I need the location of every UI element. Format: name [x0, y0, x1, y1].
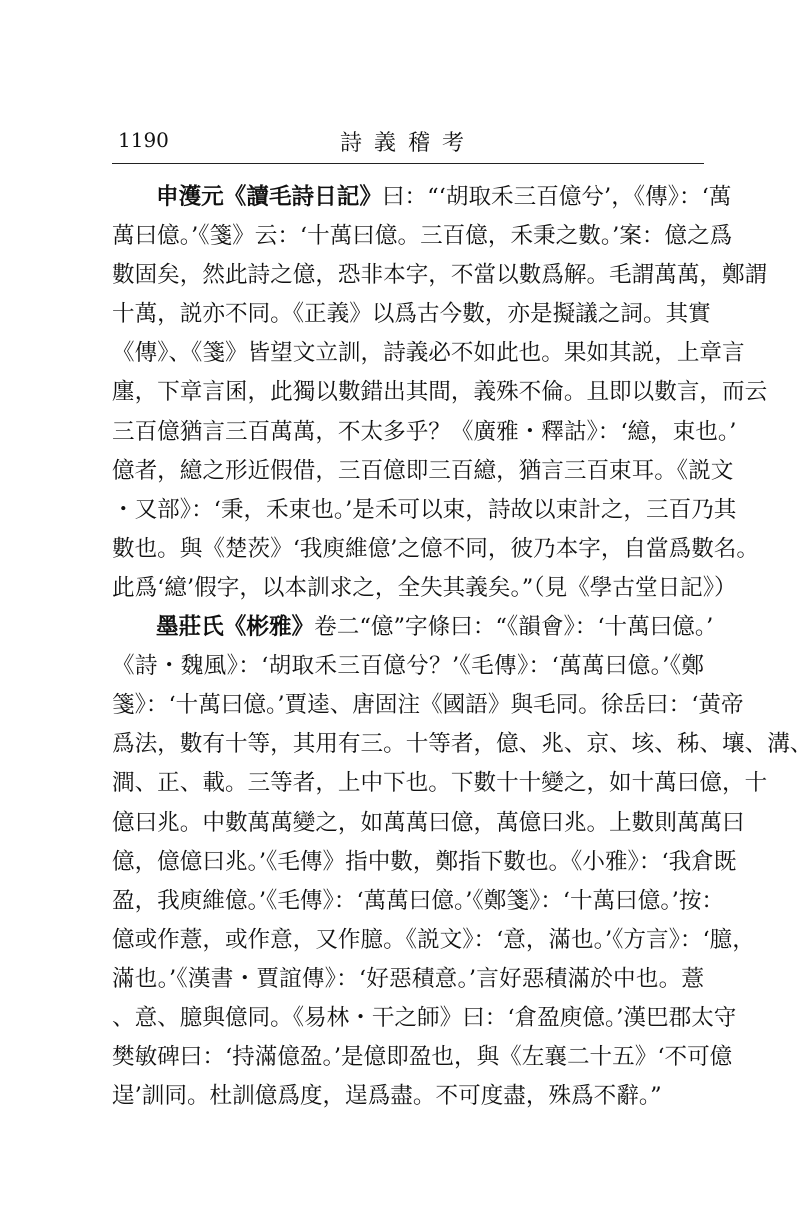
paragraph-line: [112, 178, 732, 217]
header-rule: [112, 163, 704, 164]
paragraph-line: 樊敏碑曰：‘持滿億盈。’是億即盈也，與《左襄二十五》‘不可億: [112, 1044, 733, 1071]
paragraph-line: 億或作薏，或作意，又作臆。《説文》：‘意，滿也。’《方言》：‘臆，: [112, 926, 755, 953]
paragraph-line: 萬曰億。’《箋》云：‘十萬曰億。三百億，禾秉之數。’案：億之爲: [112, 223, 733, 250]
citation-lead: 申濩元《讀毛詩日記》: [156, 184, 382, 210]
paragraph-line: 數固矣，然此詩之億，恐非本字，不當以數爲解。毛謂萬萬，鄭謂: [112, 262, 768, 289]
paragraph-line: 盈，我庾維億。’《毛傳》：‘萬萬曰億。’《鄭箋》：‘十萬曰億。’按：: [112, 887, 725, 914]
paragraph-line: 逞’訓同。杜訓億爲度，逞爲盡。不可度盡，殊爲不辭。”: [112, 1083, 662, 1110]
paragraph-line: 箋》：‘十萬曰億。’賈逵、唐固注《國語》與毛同。徐岳曰：‘黄帝: [112, 692, 744, 719]
paragraph-line: 澗、正、載。三等者，上中下也。下數十十變之，如十萬曰億，十: [112, 770, 768, 797]
paragraph-line: 十萬，説亦不同。《正義》以爲古今數，亦是擬議之詞。其實: [112, 301, 711, 328]
running-title: 詩義稽考: [339, 131, 476, 156]
paragraph-line: 億，億億曰兆。’《毛傳》指中數，鄭指下數也。《小雅》：‘我倉既: [112, 848, 737, 875]
paragraph-line: 數也。與《楚茨》‘我庾維億’之億不同，彼乃本字，自當爲數名。: [112, 535, 759, 562]
citation-lead: 墨莊氏《彬雅》: [156, 614, 315, 641]
paragraph-line: 滿也。’《漢書・賈誼傳》：‘好惡積意。’言好惡積滿於中也。薏: [112, 965, 704, 992]
line-text: 曰：“‘胡取禾三百億兮’，《傳》：‘萬: [381, 184, 732, 210]
page-number: 1190: [118, 128, 169, 152]
paragraph-line: 爲法，數有十等，其用有三。十等者，億、兆、京、垓、秭、壤、溝、: [112, 731, 812, 758]
body-text: [112, 178, 812, 1116]
paragraph-line: 此爲‘繶’假字，以本訓求之，全失其義矣。”（見《學古堂日記》）: [112, 574, 737, 601]
paragraph-line: 三百億猶言三百萬萬，不太多乎？《廣雅・釋詁》：‘繶，束也。’: [112, 418, 737, 445]
paragraph-line: 、意、臆與億同。《易林・干之師》曰：‘倉盈庾億。’漢巴郡太守: [112, 1004, 737, 1031]
paragraph-line: 廛，下章言囷，此獨以數錯出其間，義殊不倫。且即以數言，而云: [112, 379, 768, 406]
paragraph-line: 億曰兆。中數萬萬變之，如萬萬曰億，萬億曰兆。上數則萬萬曰: [112, 809, 745, 836]
page-header: [112, 118, 704, 162]
paragraph-line: [112, 608, 714, 647]
line-text: 卷二“億”字條曰：“《韻會》：‘十萬曰億。’: [314, 614, 714, 641]
paragraph-line: 億者，繶之形近假借，三百億即三百繶，猶言三百束耳。《説文: [112, 457, 734, 484]
paragraph-line: 《傳》、《箋》皆望文立訓，詩義必不如此也。果如其説，上章言: [112, 340, 745, 367]
paragraph-line: ・又部》：‘秉，禾束也。’是禾可以束，詩故以束計之，三百乃其: [112, 496, 737, 523]
paragraph-line: 《詩・魏風》：‘胡取禾三百億兮？’《毛傳》：‘萬萬曰億。’《鄭: [112, 653, 704, 680]
